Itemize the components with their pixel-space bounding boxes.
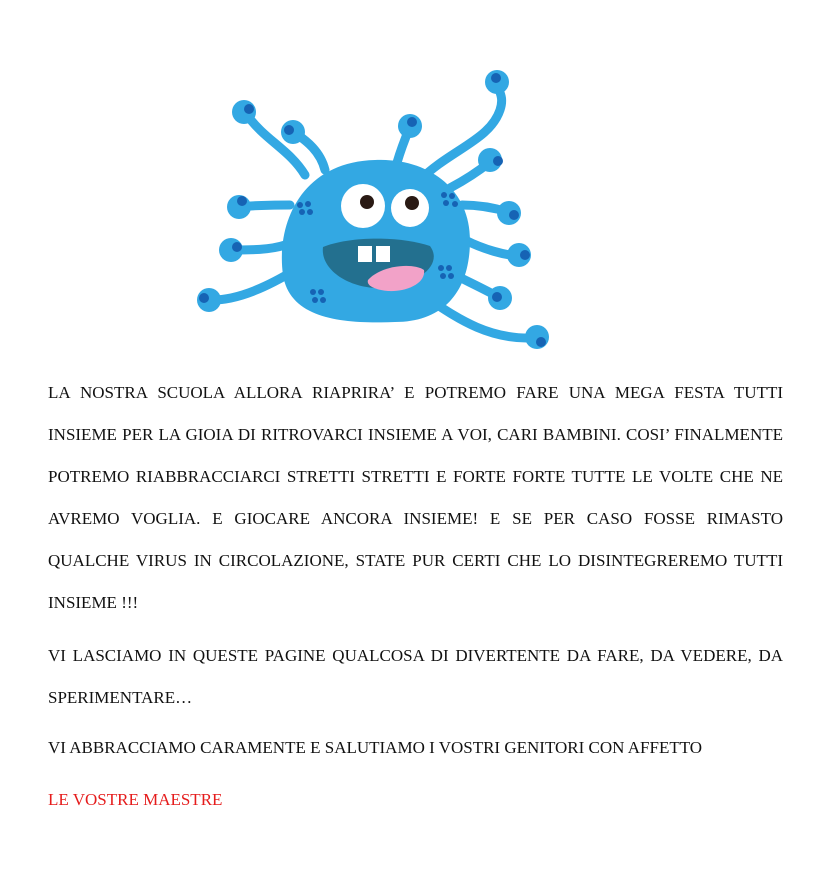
virus-monster-illustration <box>190 65 560 365</box>
greeting-paragraph: VI ABBRACCIAMO CARAMENTE E SALUTIAMO I VOSTRI GENITORI CON AFFETTO <box>48 738 703 757</box>
intro-paragraph: LA NOSTRA SCUOLA ALLORA RIAPRIRA’ E POTREMO FARE UNA MEGA FESTA TUTTI INSIEME PER LA GIOIA DI RITROVARCI INSIEME A VOI, CARI BAMBINI. COSI’ FINALMENTE POTREMO RIABBRACCIARCI STRETTI STRETTI E FORTE FORTE TUTTE LE VOLTE CHE NE AVREMO VOGLIA. E GIOCARE ANCORA INSIEME! E SE PER CASO FOSSE RIMASTO QUALCHE VIRUS IN CIRCOLAZIONE, STATE PUR CERTI CHE LO DISINTEGREREMO TUTTI INSIEME !!! <box>48 383 783 612</box>
activities-paragraph: VI LASCIAMO IN QUESTE PAGINE QUALCOSA DI DIVERTENTE DA FARE, DA VEDERE, DA SPERIMENTARE… <box>48 646 783 707</box>
signature-text: LE VOSTRE MAESTRE <box>48 790 223 809</box>
